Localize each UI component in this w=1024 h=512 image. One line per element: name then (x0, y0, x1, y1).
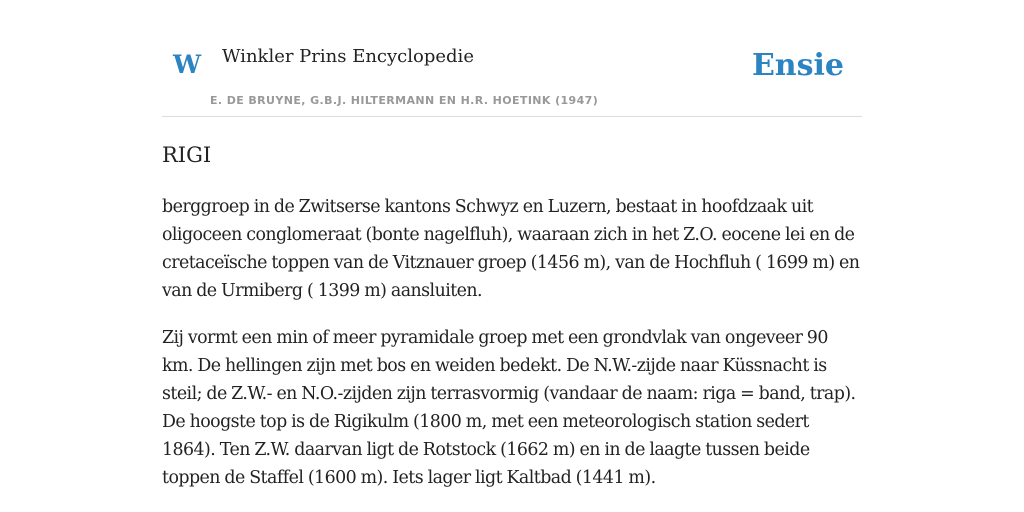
entry-title: RIGI (162, 143, 212, 167)
article-body (162, 193, 862, 492)
article (162, 140, 862, 511)
article-paragraph: berggroep in de Zwitserse kantons Schwyz en Luzern, bestaat in hoofdzaak uit oligoceen conglomeraat (bonte nagelfluh), waaraan zich in het Z.O. eocene lei en de cretaceïsche toppen van de Vitznauer groep (1456 m), van de Hochfluh ( 1699 m) en van de Urmiberg ( 1399 m) aansluiten. (162, 197, 860, 301)
publication-authors: E. DE BRUYNE, G.B.J. HILTERMANN EN H.R. HOETINK (1947) (210, 94, 599, 107)
article-paragraph: Zij vormt een min of meer pyramidale groep met een grondvlak van ongeveer 90 km. De hellingen zijn met bos en weiden bedekt. De N.W.-zijde naar Küssnacht is steil; de Z.W.- en N.O.-zijden zijn terrasvormig (vandaar de naam: riga = band, trap). De hoogste top is de Rigikulm (1800 m, met een meteorologisch station sedert 1864). Ten Z.W. daarvan ligt de Rotstock (1662 m) en in de laagte tussen beide toppen de Staffel (1600 m). Iets lager ligt Kaltbad (1441 m). (162, 328, 856, 488)
ensie-logo[interactable]: Ensie (751, 48, 844, 83)
site-header (162, 0, 862, 117)
publication-title: Winkler Prins Encyclopedie (222, 46, 474, 67)
winkler-prins-logo-icon[interactable]: W (173, 50, 202, 79)
